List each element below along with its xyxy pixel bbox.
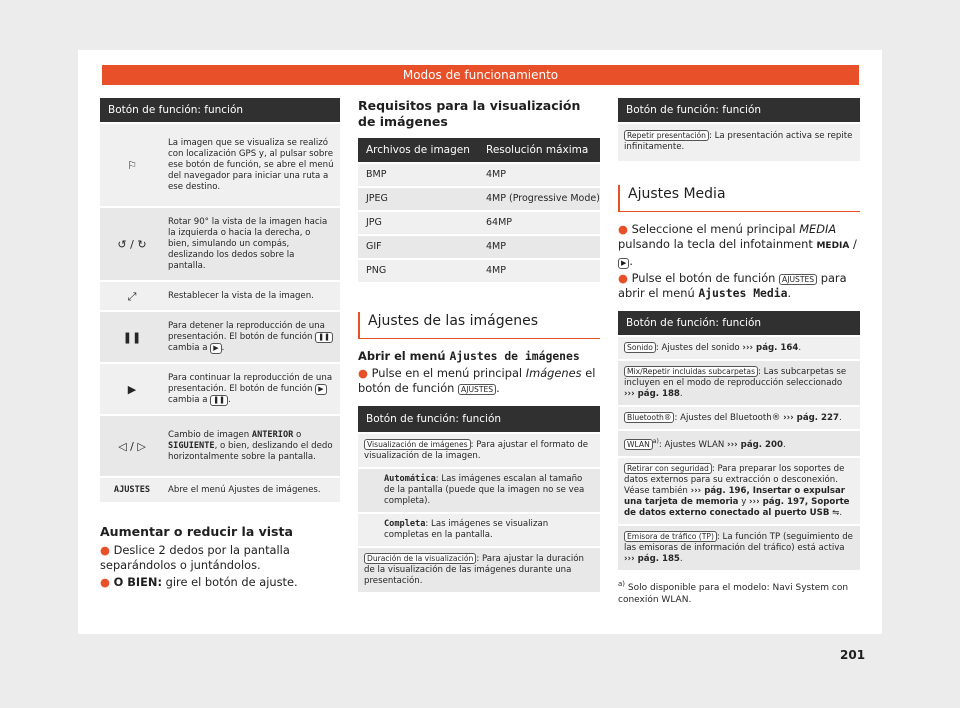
- section-title: Ajustes de las imágenes: [358, 312, 600, 339]
- play-icon[interactable]: ▶: [618, 258, 629, 269]
- table-row: GIF 4MP: [358, 234, 600, 258]
- sonido-button[interactable]: Sonido: [624, 342, 656, 353]
- subheading: Abrir el menú Ajustes de imágenes: [358, 349, 580, 363]
- bluetooth-button[interactable]: Bluetooth®: [624, 412, 674, 423]
- table-row: BMP 4MP: [358, 162, 600, 186]
- table-row: Duración de la visualización : Para ajustar la duración de la visualización de las imágenes durante una presentación.: [358, 546, 600, 592]
- table-row: PNG 4MP: [358, 258, 600, 282]
- page-header-banner: Modos de funcionamiento: [102, 65, 859, 85]
- requirements-heading: Requisitos para la visualización de imágenes: [358, 98, 581, 129]
- row-text: Para continuar la reproducción de una presentación. El botón de función: [168, 372, 333, 394]
- reset-view-icon: ⤢: [127, 289, 137, 303]
- table-row: WLAN $^{a)}$: Ajustes WLAN ››› pág. 200.: [618, 429, 860, 456]
- table-row: Completa: Las imágenes se visualizan completas en la pantalla.: [358, 512, 600, 546]
- column-right: [618, 98, 860, 606]
- table-row: Mix/Repetir incluidas subcarpetas : Las subcarpetas se incluyen en el modo de reproducción seleccionado ››› pág. 188.: [618, 359, 860, 405]
- column-header: Archivos de imagen: [366, 144, 470, 156]
- table-row: Repetir presentación : La presentación activa se repite infinitamente.: [618, 122, 860, 161]
- table-row: Sonido : Ajustes del sonido ››› pág. 164.: [618, 335, 860, 359]
- row-text: Para detener la reproducción de una presentación. El botón de función: [168, 320, 325, 342]
- page-number: 201: [840, 648, 866, 662]
- duracion-button[interactable]: Duración de la visualización: [364, 553, 476, 564]
- media-table-header: Botón de función: función: [618, 311, 860, 335]
- list-item: ● Seleccione el menú principal MEDIA pulsando la tecla del infotainment MEDIA / ▶ .: [618, 222, 857, 268]
- emisora-tp-button[interactable]: Emisora de tráfico (TP): [624, 531, 717, 542]
- wlan-button[interactable]: WLAN: [624, 439, 653, 450]
- section-title: Ajustes Media: [618, 185, 860, 212]
- key-anterior: ANTERIOR: [251, 429, 294, 440]
- table-row: [100, 476, 340, 502]
- table-row: [100, 122, 340, 206]
- table-row: Retirar con seguridad : Para preparar los soportes de datos externos para su extracción o desconexión. Véase también ››› pág. 196, Insertar o expulsar una tarjeta de memoria y ››› pág. 197, Soporte de datos externo conectado al puerto USB ⇋.: [618, 456, 860, 524]
- media-key[interactable]: MEDIA: [816, 241, 850, 251]
- list-item: ● O BIEN: gire el botón de ajuste.: [100, 575, 298, 589]
- table-row: JPEG 4MP (Progressive Mode): [358, 186, 600, 210]
- play-icon: ▶: [210, 343, 221, 354]
- function-table-header: Botón de función: función: [100, 98, 340, 122]
- row-text: La imagen que se visualiza se realizó con localización GPS y, al pulsar sobre ese botón de función, se abre el menú del navegador para iniciar una ruta a ese destino.: [168, 137, 334, 192]
- row-text: Rotar 90° la vista de la imagen hacia la izquierda o hacia la derecha, o bien, simulando un compás, deslizando los dedos sobre la pantalla.: [168, 216, 328, 271]
- play-icon: ▶: [315, 384, 326, 395]
- repetir-button[interactable]: Repetir presentación: [624, 130, 709, 141]
- row-text: Abre el menú Ajustes de imágenes.: [168, 484, 321, 495]
- rotate-icon: ↺ / ↻: [117, 237, 147, 251]
- list-item: ● Deslice 2 dedos por la pantalla separándolos o juntándolos.: [100, 543, 290, 572]
- flag-icon: ⚐: [127, 158, 137, 172]
- list-item: ● Pulse en el menú principal Imágenes el botón de función AJUSTES .: [358, 366, 596, 395]
- ajustes-button[interactable]: AJUSTES: [458, 384, 496, 395]
- pause-icon: ❚❚: [122, 330, 142, 344]
- visualizacion-button[interactable]: Visualización de imágenes: [364, 439, 471, 450]
- zoom-heading: Aumentar o reducir la vista: [100, 524, 293, 539]
- key-siguiente: SIGUIENTE: [168, 440, 215, 451]
- table-row: ◁ / ▷ Cambio de imagen ANTERIOR o SIGUIENTE, o bien, deslizando el dedo horizontalmente sobre la pantalla.: [100, 414, 340, 476]
- usb-icon: ⇋: [832, 507, 840, 518]
- resolution-table: [358, 138, 600, 282]
- column-middle: [358, 98, 600, 592]
- mix-button[interactable]: Mix/Repetir incluidas subcarpetas: [624, 366, 758, 377]
- column-header: Resolución máxima: [486, 144, 589, 156]
- row-text: Restablecer la vista de la imagen.: [168, 290, 314, 301]
- ajustes-button[interactable]: AJUSTES: [779, 274, 817, 285]
- table-row: Bluetooth® : Ajustes del Bluetooth® ››› pág. 227.: [618, 405, 860, 429]
- retirar-button[interactable]: Retirar con seguridad: [624, 463, 712, 474]
- table-row: Visualización de imágenes : Para ajustar el formato de visualización de la imagen.: [358, 432, 600, 467]
- table-row: Emisora de tráfico (TP) : La función TP (seguimiento de las emisoras de información del tráfico) está activa ››› pág. 185.: [618, 524, 860, 570]
- table-row: [100, 280, 340, 310]
- function-table-header: Botón de función: función: [358, 406, 600, 432]
- footnote: $^{a)}$ Solo disponible para el modelo: Navi System con conexión WLAN.: [618, 579, 849, 605]
- table-row: ❚❚ Para detener la reproducción de una presentación. El botón de función ❚❚ cambia a ▶ .: [100, 310, 340, 362]
- play-icon: ▶: [127, 382, 137, 396]
- key-ajustes: AJUSTES: [113, 484, 151, 495]
- table-row: Automática: Las imágenes escalan al tamaño de la pantalla (puede que la imagen no se vea completa).: [358, 467, 600, 512]
- table-row: [100, 206, 340, 280]
- table-row: ▶ Para continuar la reproducción de una presentación. El botón de función ▶ cambia a ❚❚ .: [100, 362, 340, 414]
- prev-next-icon: ◁ / ▷: [118, 439, 146, 453]
- table-row: JPG 64MP: [358, 210, 600, 234]
- list-item: ● Pulse el botón de función AJUSTES para abrir el menú Ajustes Media.: [618, 271, 847, 300]
- function-table-header: Botón de función: función: [618, 98, 860, 122]
- pause-icon: ❚❚: [210, 395, 228, 406]
- pause-icon: ❚❚: [315, 332, 333, 343]
- column-left: [100, 98, 340, 590]
